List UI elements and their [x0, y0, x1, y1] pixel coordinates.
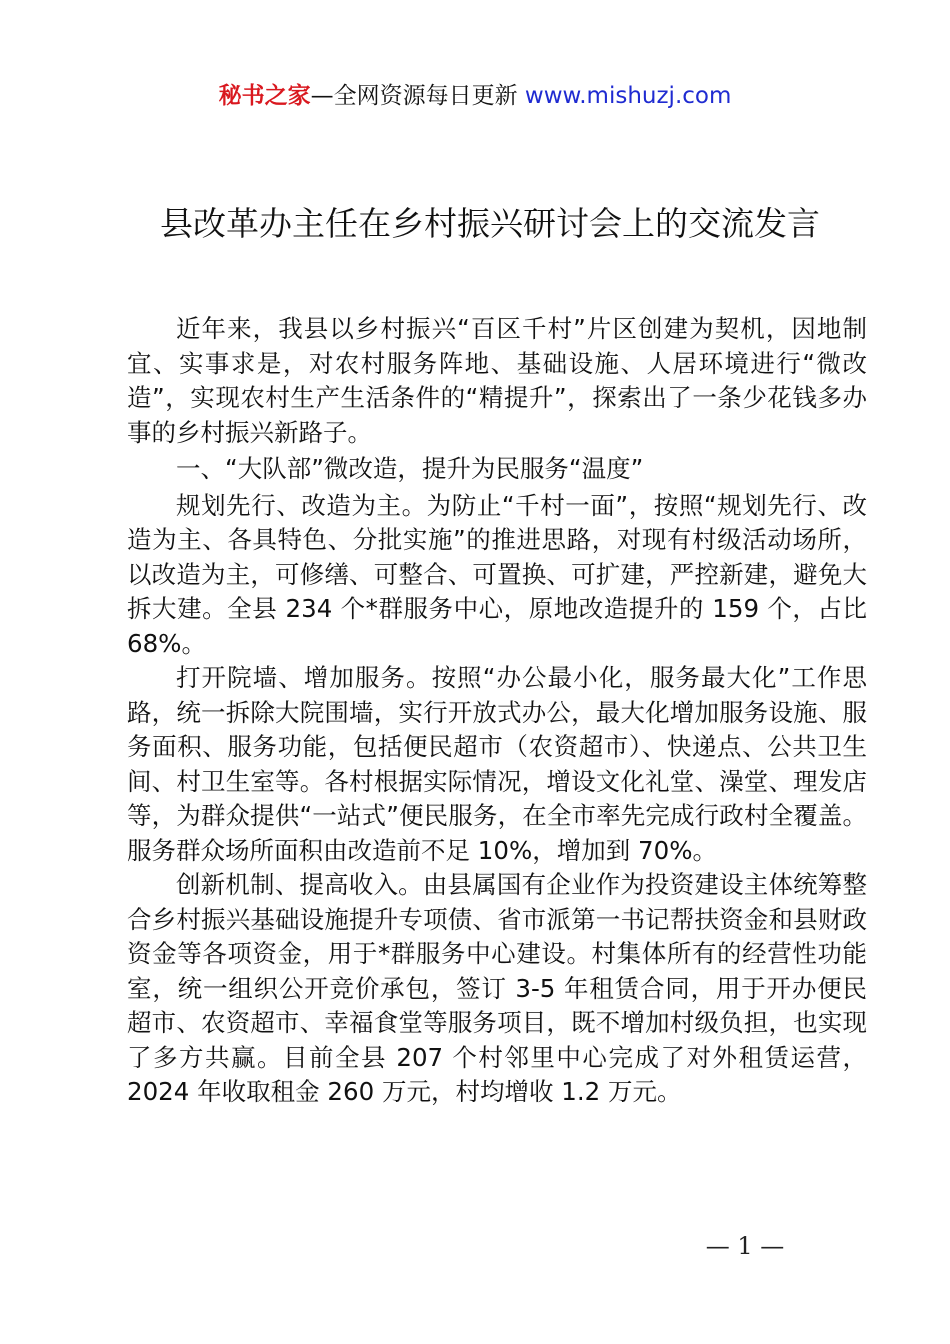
document-body	[127, 312, 867, 1110]
document-title: 县改革办主任在乡村振兴研讨会上的交流发言	[160, 204, 820, 243]
header-tagline: 全网资源每日更新	[333, 83, 518, 109]
body-paragraph: 创新机制、提高收入。由县属国有企业作为投资建设主体统筹整合乡村振兴基础设施提升专项债、省市派第一书记帮扶资金和县财政资金等各项资金，用于*群服务中心建设。村集体所有的经营性功能室，统一组织公开竞价承包，签订 3-5 年租赁合同，用于开办便民超市、农资超市、幸福食堂等服务项目，既不增加村级负担，也实现了多方共赢。目前全县 207 个村邻里中心完成了对外租赁运营，2024 年收取租金 260 万元，村均增收 1.2 万元。	[127, 870, 867, 1106]
body-paragraph: 打开院墙、增加服务。按照“办公最小化，服务最大化”工作思路，统一拆除大院围墙，实行开放式办公，最大化增加服务设施、服务面积、服务功能，包括便民超市（农资超市）、快递点、公共卫生间、村卫生室等。各村根据实际情况，增设文化礼堂、澡堂、理发店等，为群众提供“一站式”便民服务，在全市率先完成行政村全覆盖。服务群众场所面积由改造前不足 10%，增加到 70%。	[127, 663, 867, 865]
brand-name: 秘书之家	[218, 83, 311, 109]
page-number: — 1 —	[705, 1232, 785, 1260]
site-url-link[interactable]: www.mishuzj.com	[524, 83, 732, 109]
intro-paragraph: 近年来，我县以乡村振兴“百区千村”片区创建为契机，因地制宜、实事求是，对农村服务阵地、基础设施、人居环境进行“微改造”，实现农村生产生活条件的“精提升”，探索出了一条少花钱多办事的乡村振兴新路子。	[127, 314, 867, 447]
body-paragraph: 规划先行、改造为主。为防止“千村一面”，按照“规划先行、改造为主、各具特色、分批实施”的推进思路，对现有村级活动场所，以改造为主，可修缮、可整合、可置换、可扩建，严控新建，避免大拆大建。全县 234 个*群服务中心，原地改造提升的 159 个，占比 68%。	[127, 490, 867, 658]
site-header	[0, 80, 950, 112]
section-heading: 一、“大队部”微改造，提升为民服务“温度”	[176, 454, 644, 483]
header-separator: —	[310, 83, 334, 109]
